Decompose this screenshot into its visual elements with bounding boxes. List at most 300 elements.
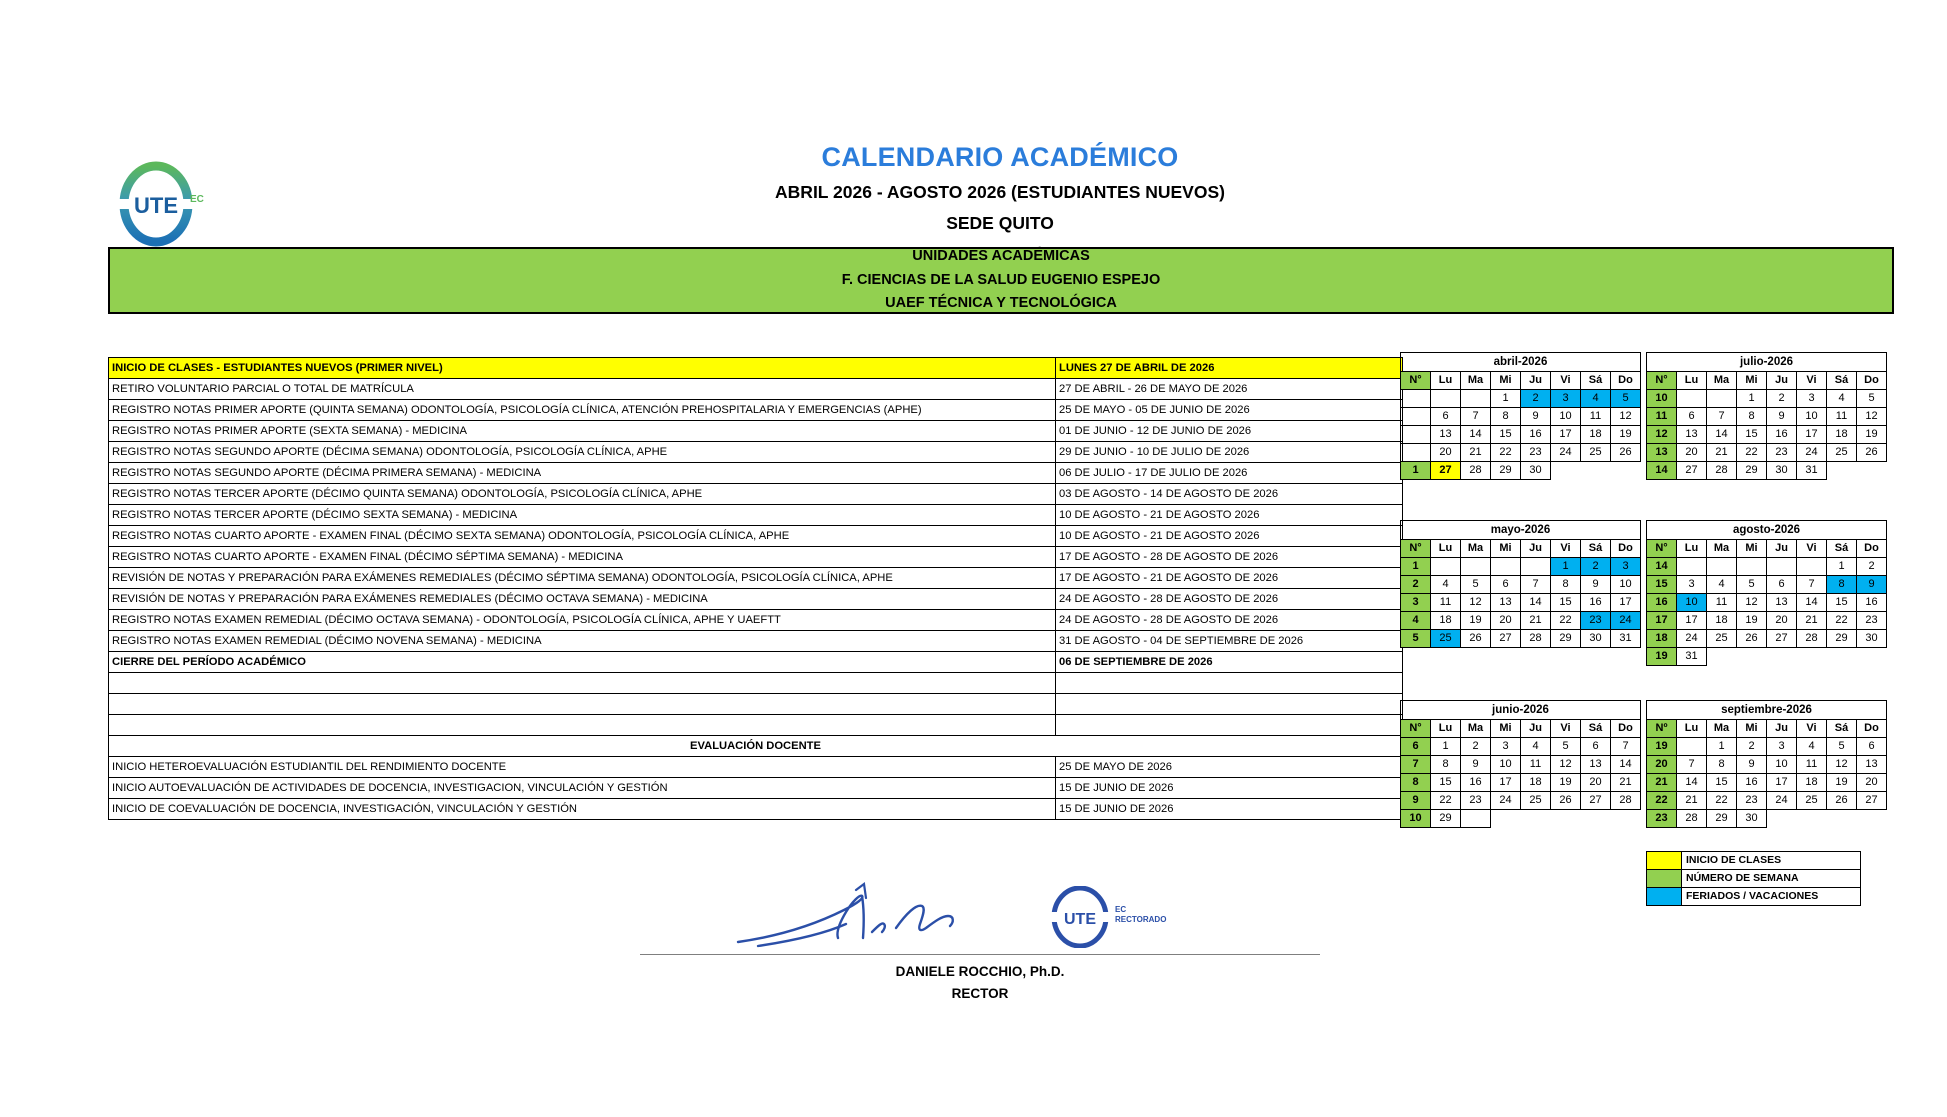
calendar-day-cell: 25 bbox=[1521, 792, 1551, 810]
calendar-day-cell: 25 bbox=[1827, 444, 1857, 462]
legend-row bbox=[1647, 888, 1861, 906]
calendar-day-cell: 31 bbox=[1677, 648, 1707, 666]
calendar-week-number: 13 bbox=[1647, 444, 1677, 462]
calendar-day-cell: 7 bbox=[1797, 576, 1827, 594]
calendar-day-cell: 18 bbox=[1581, 426, 1611, 444]
calendar-day-cell: 29 bbox=[1551, 630, 1581, 648]
schedule-description: REVISIÓN DE NOTAS Y PREPARACIÓN PARA EXÁMENES REMEDIALES (DÉCIMO SÉPTIMA SEMANA) ODONTOLOGÍA, PSICOLOGÍA CLÍNICA, APHE bbox=[109, 568, 1056, 589]
calendar-dow-header: Lu bbox=[1677, 372, 1707, 390]
calendar-dow-row bbox=[1647, 720, 1887, 738]
calendar-week-row bbox=[1647, 738, 1887, 756]
signature-graphic bbox=[640, 880, 1320, 952]
calendar-week-number: 6 bbox=[1401, 738, 1431, 756]
calendar-day-cell bbox=[1521, 810, 1551, 828]
calendar-day-cell: 19 bbox=[1737, 612, 1767, 630]
calendar-dow-header: Ma bbox=[1707, 540, 1737, 558]
calendar-week-number bbox=[1401, 426, 1431, 444]
calendar-day-cell: 6 bbox=[1767, 576, 1797, 594]
calendar-day-cell: 29 bbox=[1737, 462, 1767, 480]
calendar-day-cell: 28 bbox=[1521, 630, 1551, 648]
calendar-week-col-header: Nº bbox=[1647, 720, 1677, 738]
calendar-day-cell: 4 bbox=[1707, 576, 1737, 594]
calendar-dow-header: Mi bbox=[1737, 540, 1767, 558]
calendar-day-cell: 17 bbox=[1611, 594, 1641, 612]
schedule-date: 24 DE AGOSTO - 28 DE AGOSTO DE 2026 bbox=[1056, 589, 1403, 610]
legend bbox=[1646, 851, 1861, 906]
calendar-day-cell: 8 bbox=[1827, 576, 1857, 594]
rector-role: RECTOR bbox=[951, 986, 1009, 1001]
schedule-description bbox=[109, 673, 1056, 694]
calendar-day-cell: 7 bbox=[1461, 408, 1491, 426]
calendar-day-cell: 21 bbox=[1677, 792, 1707, 810]
calendar-dow-header: Sá bbox=[1827, 720, 1857, 738]
calendar-day-cell: 27 bbox=[1431, 462, 1461, 480]
calendar-week-number: 3 bbox=[1401, 594, 1431, 612]
calendar-day-cell: 12 bbox=[1827, 756, 1857, 774]
calendar-day-cell: 12 bbox=[1737, 594, 1767, 612]
calendar-day-cell: 1 bbox=[1491, 390, 1521, 408]
calendar-week-number: 1 bbox=[1401, 558, 1431, 576]
calendar-week-number: 22 bbox=[1647, 792, 1677, 810]
calendar-day-cell bbox=[1827, 648, 1857, 666]
calendar-day-cell: 9 bbox=[1857, 576, 1887, 594]
calendar-day-cell bbox=[1767, 558, 1797, 576]
calendar-week-number: 16 bbox=[1647, 594, 1677, 612]
calendar-day-cell: 28 bbox=[1797, 630, 1827, 648]
calendar-day-cell: 19 bbox=[1461, 612, 1491, 630]
calendar-week-col-header: N° bbox=[1401, 540, 1431, 558]
calendar-day-cell: 1 bbox=[1737, 390, 1767, 408]
calendar-day-cell: 30 bbox=[1521, 462, 1551, 480]
table-row bbox=[109, 568, 1403, 589]
calendar-day-cell: 12 bbox=[1857, 408, 1887, 426]
calendar-week-row bbox=[1647, 444, 1887, 462]
calendar-dow-row bbox=[1401, 720, 1641, 738]
calendar-day-cell: 28 bbox=[1611, 792, 1641, 810]
calendar-dow-row bbox=[1401, 372, 1641, 390]
calendar-day-cell: 3 bbox=[1797, 390, 1827, 408]
calendar-day-cell: 7 bbox=[1677, 756, 1707, 774]
calendar-day-cell bbox=[1581, 462, 1611, 480]
calendar-dow-header: Lu bbox=[1431, 372, 1461, 390]
table-row bbox=[109, 484, 1403, 505]
calendar-day-cell bbox=[1491, 558, 1521, 576]
eval-date: 15 DE JUNIO DE 2026 bbox=[1056, 778, 1403, 799]
eval-description: INICIO HETEROEVALUACIÓN ESTUDIANTIL DEL RENDIMIENTO DOCENTE bbox=[109, 757, 1056, 778]
schedule-description: REGISTRO NOTAS PRIMER APORTE (QUINTA SEMANA) ODONTOLOGÍA, PSICOLOGÍA CLÍNICA, ATENCIÓN PREHOSPITALARIA Y EMERGENCIAS (APHE) bbox=[109, 400, 1056, 421]
calendar-week-row bbox=[1401, 444, 1641, 462]
calendar-day-cell: 16 bbox=[1461, 774, 1491, 792]
svg-text:UTE: UTE bbox=[1064, 911, 1096, 928]
calendar-dow-header: Lu bbox=[1431, 540, 1461, 558]
calendar-week-row bbox=[1647, 594, 1887, 612]
schedule-date: LUNES 27 DE ABRIL DE 2026 bbox=[1056, 358, 1403, 379]
calendar-day-cell: 16 bbox=[1857, 594, 1887, 612]
calendar-dow-header: Mi bbox=[1491, 372, 1521, 390]
mini-calendar-septiembre bbox=[1646, 700, 1887, 828]
table-row bbox=[109, 778, 1403, 799]
calendar-dow-header: Ju bbox=[1767, 372, 1797, 390]
calendar-day-cell: 5 bbox=[1857, 390, 1887, 408]
calendar-dow-header: Vi bbox=[1551, 372, 1581, 390]
table-row bbox=[109, 379, 1403, 400]
calendar-day-cell bbox=[1461, 810, 1491, 828]
calendar-week-number: 1 bbox=[1401, 462, 1431, 480]
calendar-day-cell: 21 bbox=[1707, 444, 1737, 462]
calendar-day-cell bbox=[1827, 462, 1857, 480]
calendar-week-row bbox=[1647, 810, 1887, 828]
mini-calendar-julio bbox=[1646, 352, 1887, 480]
calendar-week-row bbox=[1401, 558, 1641, 576]
calendar-week-row bbox=[1647, 426, 1887, 444]
svg-text:UTE: UTE bbox=[134, 193, 178, 218]
calendar-week-row bbox=[1401, 810, 1641, 828]
table-row bbox=[109, 757, 1403, 778]
calendar-dow-row bbox=[1647, 540, 1887, 558]
calendar-day-cell: 11 bbox=[1827, 408, 1857, 426]
calendar-day-cell: 28 bbox=[1677, 810, 1707, 828]
legend-color-swatch bbox=[1647, 870, 1682, 888]
calendar-month-title: agosto-2026 bbox=[1647, 521, 1887, 540]
calendar-day-cell: 10 bbox=[1491, 756, 1521, 774]
calendar-month-title: junio-2026 bbox=[1401, 701, 1641, 720]
calendar-day-cell: 27 bbox=[1857, 792, 1887, 810]
eval-description: INICIO AUTOEVALUACIÓN DE ACTIVIDADES DE DOCENCIA, INVESTIGACION, VINCULACIÓN Y GESTIÓN bbox=[109, 778, 1056, 799]
calendar-day-cell bbox=[1491, 810, 1521, 828]
calendar-week-row bbox=[1647, 390, 1887, 408]
calendar-dow-header: Ju bbox=[1767, 720, 1797, 738]
calendar-day-cell: 1 bbox=[1431, 738, 1461, 756]
calendar-day-cell: 10 bbox=[1611, 576, 1641, 594]
calendar-day-cell: 2 bbox=[1581, 558, 1611, 576]
calendar-day-cell: 24 bbox=[1491, 792, 1521, 810]
calendar-day-cell bbox=[1857, 462, 1887, 480]
campus-label: SEDE QUITO bbox=[946, 213, 1054, 234]
calendar-day-cell: 13 bbox=[1581, 756, 1611, 774]
calendar-week-number: 21 bbox=[1647, 774, 1677, 792]
schedule-description bbox=[109, 715, 1056, 736]
calendar-week-row bbox=[1647, 462, 1887, 480]
schedule-date: 01 DE JUNIO - 12 DE JUNIO DE 2026 bbox=[1056, 421, 1403, 442]
calendar-week-number: 4 bbox=[1401, 612, 1431, 630]
calendar-day-cell bbox=[1707, 558, 1737, 576]
calendar-month-title: septiembre-2026 bbox=[1647, 701, 1887, 720]
calendar-dow-header: Mi bbox=[1491, 720, 1521, 738]
calendar-day-cell: 11 bbox=[1581, 408, 1611, 426]
calendar-day-cell: 23 bbox=[1857, 612, 1887, 630]
calendar-day-cell: 1 bbox=[1827, 558, 1857, 576]
calendar-day-cell: 23 bbox=[1737, 792, 1767, 810]
calendar-day-cell: 31 bbox=[1797, 462, 1827, 480]
calendar-dow-header: Do bbox=[1611, 720, 1641, 738]
calendar-day-cell bbox=[1857, 810, 1887, 828]
calendar-dow-header: Do bbox=[1857, 540, 1887, 558]
calendar-month-title: julio-2026 bbox=[1647, 353, 1887, 372]
calendar-week-row bbox=[1401, 594, 1641, 612]
eval-description: INICIO DE COEVALUACIÓN DE DOCENCIA, INVESTIGACIÓN, VINCULACIÓN Y GESTIÓN bbox=[109, 799, 1056, 820]
calendar-day-cell: 14 bbox=[1611, 756, 1641, 774]
schedule-description: REGISTRO NOTAS TERCER APORTE (DÉCIMO SEXTA SEMANA) - MEDICINA bbox=[109, 505, 1056, 526]
calendar-day-cell bbox=[1707, 648, 1737, 666]
calendar-dow-header: Ma bbox=[1461, 540, 1491, 558]
calendar-day-cell: 20 bbox=[1857, 774, 1887, 792]
calendar-day-cell: 5 bbox=[1827, 738, 1857, 756]
academic-units-banner bbox=[108, 247, 1894, 314]
calendar-day-cell: 30 bbox=[1857, 630, 1887, 648]
calendar-dow-header: Ma bbox=[1707, 372, 1737, 390]
mini-calendar-agosto bbox=[1646, 520, 1887, 666]
banner-line-3: UAEF TÉCNICA Y TECNOLÓGICA bbox=[885, 295, 1117, 312]
calendar-day-cell: 18 bbox=[1431, 612, 1461, 630]
calendar-dow-header: Do bbox=[1611, 540, 1641, 558]
calendar-day-cell: 5 bbox=[1737, 576, 1767, 594]
calendar-day-cell: 5 bbox=[1461, 576, 1491, 594]
ute-logo-icon bbox=[112, 158, 212, 250]
calendar-day-cell: 6 bbox=[1491, 576, 1521, 594]
calendar-dow-header: Sá bbox=[1827, 540, 1857, 558]
calendar-day-cell: 18 bbox=[1521, 774, 1551, 792]
calendar-week-number: 14 bbox=[1647, 558, 1677, 576]
calendar-week-number: 19 bbox=[1647, 648, 1677, 666]
calendar-day-cell: 8 bbox=[1707, 756, 1737, 774]
calendar-day-cell bbox=[1797, 810, 1827, 828]
banner-line-2: F. CIENCIAS DE LA SALUD EUGENIO ESPEJO bbox=[841, 271, 1161, 288]
calendar-day-cell: 1 bbox=[1551, 558, 1581, 576]
calendar-week-row bbox=[1647, 630, 1887, 648]
calendar-day-cell: 22 bbox=[1431, 792, 1461, 810]
calendar-day-cell: 8 bbox=[1491, 408, 1521, 426]
schedule-date: 10 DE AGOSTO - 21 DE AGOSTO 2026 bbox=[1056, 505, 1403, 526]
calendar-week-row bbox=[1401, 408, 1641, 426]
schedule-description: RETIRO VOLUNTARIO PARCIAL O TOTAL DE MATRÍCULA bbox=[109, 379, 1056, 400]
calendar-day-cell bbox=[1677, 558, 1707, 576]
calendar-day-cell: 11 bbox=[1431, 594, 1461, 612]
calendar-day-cell: 11 bbox=[1797, 756, 1827, 774]
table-row bbox=[109, 400, 1403, 421]
calendar-day-cell: 18 bbox=[1707, 612, 1737, 630]
calendar-week-row bbox=[1647, 774, 1887, 792]
calendar-day-cell: 26 bbox=[1857, 444, 1887, 462]
table-row bbox=[109, 799, 1403, 820]
calendar-week-number bbox=[1401, 390, 1431, 408]
calendar-day-cell: 8 bbox=[1737, 408, 1767, 426]
calendar-week-number: 23 bbox=[1647, 810, 1677, 828]
calendar-day-cell: 3 bbox=[1551, 390, 1581, 408]
legend-label: NÚMERO DE SEMANA bbox=[1682, 870, 1861, 888]
table-row bbox=[109, 505, 1403, 526]
calendar-week-number: 11 bbox=[1647, 408, 1677, 426]
rector-name: DANIELE ROCCHIO, Ph.D. bbox=[895, 964, 1065, 979]
calendar-day-cell: 25 bbox=[1797, 792, 1827, 810]
table-row bbox=[109, 652, 1403, 673]
calendar-day-cell: 9 bbox=[1521, 408, 1551, 426]
eval-header-row bbox=[109, 736, 1403, 757]
calendar-week-col-header: N° bbox=[1647, 372, 1677, 390]
calendar-day-cell: 20 bbox=[1491, 612, 1521, 630]
calendar-dow-header: Do bbox=[1611, 372, 1641, 390]
calendar-day-cell: 2 bbox=[1521, 390, 1551, 408]
calendar-day-cell: 29 bbox=[1491, 462, 1521, 480]
eval-date: 15 DE JUNIO DE 2026 bbox=[1056, 799, 1403, 820]
calendar-week-number: 5 bbox=[1401, 630, 1431, 648]
calendar-day-cell: 8 bbox=[1551, 576, 1581, 594]
calendar-day-cell: 4 bbox=[1521, 738, 1551, 756]
calendar-day-cell: 23 bbox=[1521, 444, 1551, 462]
banner-line-1: UNIDADES ACADÉMICAS bbox=[912, 248, 1090, 265]
calendar-day-cell bbox=[1767, 648, 1797, 666]
calendar-day-cell: 1 bbox=[1707, 738, 1737, 756]
calendar-day-cell: 26 bbox=[1737, 630, 1767, 648]
page-subtitle: ABRIL 2026 - AGOSTO 2026 (ESTUDIANTES NUEVOS) bbox=[775, 182, 1225, 203]
calendar-day-cell: 14 bbox=[1797, 594, 1827, 612]
signature-line bbox=[640, 954, 1320, 955]
calendar-week-number: 20 bbox=[1647, 756, 1677, 774]
schedule-description: REGISTRO NOTAS CUARTO APORTE - EXAMEN FINAL (DÉCIMO SEXTA SEMANA) ODONTOLOGÍA, PSICOLOGÍA CLÍNICA, APHE bbox=[109, 526, 1056, 547]
table-row bbox=[109, 526, 1403, 547]
calendar-day-cell bbox=[1431, 390, 1461, 408]
calendar-day-cell: 26 bbox=[1827, 792, 1857, 810]
calendar-week-number: 14 bbox=[1647, 462, 1677, 480]
calendar-dow-header: Lu bbox=[1677, 720, 1707, 738]
calendar-day-cell: 12 bbox=[1611, 408, 1641, 426]
table-row bbox=[109, 547, 1403, 568]
calendar-day-cell: 22 bbox=[1827, 612, 1857, 630]
calendar-day-cell: 14 bbox=[1677, 774, 1707, 792]
calendar-day-cell: 13 bbox=[1491, 594, 1521, 612]
calendar-day-cell: 19 bbox=[1827, 774, 1857, 792]
calendar-day-cell bbox=[1677, 738, 1707, 756]
schedule-description: REGISTRO NOTAS EXAMEN REMEDIAL (DÉCIMO NOVENA SEMANA) - MEDICINA bbox=[109, 631, 1056, 652]
calendar-day-cell: 14 bbox=[1707, 426, 1737, 444]
calendar-day-cell: 19 bbox=[1857, 426, 1887, 444]
calendar-day-cell: 4 bbox=[1827, 390, 1857, 408]
eval-header-label: EVALUACIÓN DOCENTE bbox=[109, 736, 1403, 757]
schedule-description: REGISTRO NOTAS EXAMEN REMEDIAL (DÉCIMO OCTAVA SEMANA) - ODONTOLOGÍA, PSICOLOGÍA CLÍNICA, APHE Y UAEFTT bbox=[109, 610, 1056, 631]
schedule-date: 25 DE MAYO - 05 DE JUNIO DE 2026 bbox=[1056, 400, 1403, 421]
calendar-week-number bbox=[1401, 408, 1431, 426]
calendar-week-number: 10 bbox=[1401, 810, 1431, 828]
schedule-date: 27 DE ABRIL - 26 DE MAYO DE 2026 bbox=[1056, 379, 1403, 400]
calendar-day-cell: 14 bbox=[1461, 426, 1491, 444]
calendar-month-title: mayo-2026 bbox=[1401, 521, 1641, 540]
calendar-day-cell: 9 bbox=[1737, 756, 1767, 774]
calendar-day-cell: 29 bbox=[1827, 630, 1857, 648]
calendar-dow-row bbox=[1401, 540, 1641, 558]
schedule-description: REGISTRO NOTAS SEGUNDO APORTE (DÉCIMA SEMANA) ODONTOLOGÍA, PSICOLOGÍA CLÍNICA, APHE bbox=[109, 442, 1056, 463]
calendar-week-row bbox=[1401, 756, 1641, 774]
calendar-dow-row bbox=[1647, 372, 1887, 390]
calendar-week-number: 10 bbox=[1647, 390, 1677, 408]
calendar-day-cell: 21 bbox=[1461, 444, 1491, 462]
calendar-week-number: 2 bbox=[1401, 576, 1431, 594]
calendar-day-cell: 17 bbox=[1491, 774, 1521, 792]
legend-label: FERIADOS / VACACIONES bbox=[1682, 888, 1861, 906]
calendar-day-cell: 22 bbox=[1551, 612, 1581, 630]
calendar-day-cell: 11 bbox=[1707, 594, 1737, 612]
calendar-day-cell: 2 bbox=[1767, 390, 1797, 408]
calendar-week-row bbox=[1647, 792, 1887, 810]
schedule-date bbox=[1056, 673, 1403, 694]
calendar-day-cell bbox=[1611, 810, 1641, 828]
calendar-day-cell: 24 bbox=[1677, 630, 1707, 648]
calendar-day-cell: 23 bbox=[1461, 792, 1491, 810]
calendar-week-number: 12 bbox=[1647, 426, 1677, 444]
calendar-day-cell: 25 bbox=[1581, 444, 1611, 462]
calendar-day-cell: 30 bbox=[1581, 630, 1611, 648]
calendar-day-cell bbox=[1677, 390, 1707, 408]
ute-logo bbox=[112, 158, 212, 250]
svg-text:RECTORADO: RECTORADO bbox=[1115, 915, 1167, 924]
calendar-dow-header: Sá bbox=[1581, 540, 1611, 558]
calendar-dow-header: Do bbox=[1857, 372, 1887, 390]
calendar-day-cell bbox=[1797, 648, 1827, 666]
calendar-day-cell bbox=[1551, 810, 1581, 828]
calendar-week-row bbox=[1401, 774, 1641, 792]
schedule-description: REVISIÓN DE NOTAS Y PREPARACIÓN PARA EXÁMENES REMEDIALES (DÉCIMO OCTAVA SEMANA) - MEDICINA bbox=[109, 589, 1056, 610]
schedule-description: REGISTRO NOTAS SEGUNDO APORTE (DÉCIMA PRIMERA SEMANA) - MEDICINA bbox=[109, 463, 1056, 484]
calendar-week-number: 19 bbox=[1647, 738, 1677, 756]
calendar-dow-header: Vi bbox=[1551, 720, 1581, 738]
calendar-day-cell: 16 bbox=[1581, 594, 1611, 612]
calendar-day-cell: 17 bbox=[1797, 426, 1827, 444]
calendar-day-cell: 13 bbox=[1857, 756, 1887, 774]
calendar-day-cell: 24 bbox=[1611, 612, 1641, 630]
table-row bbox=[109, 610, 1403, 631]
calendar-dow-header: Ma bbox=[1461, 720, 1491, 738]
calendar-day-cell: 5 bbox=[1611, 390, 1641, 408]
calendar-dow-header: Ma bbox=[1707, 720, 1737, 738]
calendar-day-cell bbox=[1611, 462, 1641, 480]
table-row bbox=[109, 421, 1403, 442]
calendar-week-row bbox=[1401, 462, 1641, 480]
schedule-date: 06 DE JULIO - 17 DE JULIO DE 2026 bbox=[1056, 463, 1403, 484]
legend-label: INICIO DE CLASES bbox=[1682, 852, 1861, 870]
calendar-day-cell: 25 bbox=[1431, 630, 1461, 648]
calendar-day-cell bbox=[1827, 810, 1857, 828]
schedule-description: REGISTRO NOTAS PRIMER APORTE (SEXTA SEMANA) - MEDICINA bbox=[109, 421, 1056, 442]
calendar-week-row bbox=[1401, 630, 1641, 648]
calendar-dow-header: Lu bbox=[1677, 540, 1707, 558]
calendar-day-cell: 20 bbox=[1767, 612, 1797, 630]
schedule-date: 17 DE AGOSTO - 21 DE AGOSTO DE 2026 bbox=[1056, 568, 1403, 589]
calendar-dow-header: Vi bbox=[1797, 540, 1827, 558]
schedule-description: REGISTRO NOTAS TERCER APORTE (DÉCIMO QUINTA SEMANA) ODONTOLOGÍA, PSICOLOGÍA CLÍNICA, APHE bbox=[109, 484, 1056, 505]
calendar-day-cell: 17 bbox=[1767, 774, 1797, 792]
table-row bbox=[109, 715, 1403, 736]
calendar-month-title: abril-2026 bbox=[1401, 353, 1641, 372]
calendar-day-cell: 28 bbox=[1707, 462, 1737, 480]
schedule-date: 10 DE AGOSTO - 21 DE AGOSTO 2026 bbox=[1056, 526, 1403, 547]
calendar-week-row bbox=[1647, 612, 1887, 630]
calendar-day-cell: 7 bbox=[1611, 738, 1641, 756]
schedule-description bbox=[109, 694, 1056, 715]
calendar-dow-header: Ju bbox=[1521, 720, 1551, 738]
calendar-day-cell: 17 bbox=[1677, 612, 1707, 630]
table-row bbox=[109, 589, 1403, 610]
calendar-day-cell: 20 bbox=[1431, 444, 1461, 462]
rectorate-seal-icon bbox=[1035, 886, 1175, 948]
calendar-day-cell: 7 bbox=[1521, 576, 1551, 594]
table-row bbox=[109, 358, 1403, 379]
schedule-description: REGISTRO NOTAS CUARTO APORTE - EXAMEN FINAL (DÉCIMO SÉPTIMA SEMANA) - MEDICINA bbox=[109, 547, 1056, 568]
legend-color-swatch bbox=[1647, 888, 1682, 906]
calendar-day-cell: 4 bbox=[1581, 390, 1611, 408]
calendar-day-cell: 6 bbox=[1431, 408, 1461, 426]
calendar-day-cell: 16 bbox=[1767, 426, 1797, 444]
calendar-day-cell bbox=[1461, 390, 1491, 408]
legend-row bbox=[1647, 870, 1861, 888]
calendar-dow-header: Ju bbox=[1767, 540, 1797, 558]
